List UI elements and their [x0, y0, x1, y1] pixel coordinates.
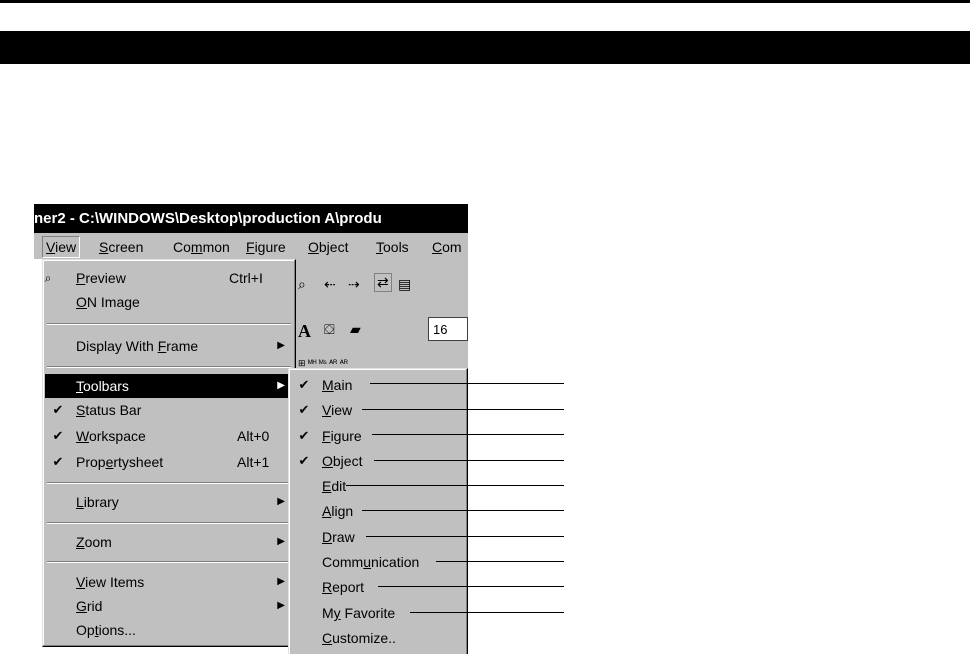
menu-item-workspace[interactable]: ✔ Workspace Alt+0 — [45, 424, 293, 448]
menu-tools[interactable]: Tools — [376, 239, 409, 255]
top-rule — [0, 0, 970, 3]
menu-item-view-items[interactable]: View Items ▶ — [45, 570, 293, 594]
separator — [47, 366, 291, 368]
preview-icon[interactable]: ⌕ — [298, 276, 306, 292]
view-menu — [42, 259, 296, 647]
menu-item-preview[interactable]: ⌕ Preview Ctrl+I — [45, 266, 293, 290]
checkmark-icon: ✔ — [298, 402, 310, 417]
menu-screen[interactable]: Screen — [99, 239, 144, 255]
callout-line-align — [362, 510, 564, 511]
font-size-combo[interactable]: 16 — [428, 317, 468, 341]
arrow-left-icon[interactable]: ⇠ — [324, 276, 336, 292]
checkmark-icon: ✔ — [298, 377, 310, 392]
toolbar-area — [292, 259, 468, 379]
toolbar-row3-icons: ⊞ ᴹᴴ ᴹˢ ᴬᴿ ᴬᴿ — [298, 358, 348, 368]
submenu-item-communication[interactable]: Communication — [322, 554, 420, 570]
menu-item-status-bar[interactable]: ✔ Status Bar — [45, 398, 293, 422]
checkmark-icon: ✔ — [298, 428, 310, 443]
submenu-item-align[interactable]: Align — [322, 503, 354, 519]
menu-item-options[interactable]: Options... — [76, 622, 136, 638]
menu-figure[interactable]: Figure — [246, 239, 286, 255]
window-title: ner2 - C:\WINDOWS\Desktop\production A\produ — [34, 204, 468, 233]
submenu-item-edit[interactable]: Edit — [322, 478, 347, 494]
callout-line-main — [370, 383, 564, 384]
separator — [47, 323, 291, 325]
separator — [47, 561, 291, 563]
menu-common[interactable]: Common — [173, 239, 230, 255]
separator — [47, 482, 291, 484]
callout-line-view — [362, 409, 564, 410]
menu-object[interactable]: Object — [308, 239, 349, 255]
arrow-right-icon[interactable]: ⇢ — [348, 276, 360, 292]
menu-item-display-with-frame[interactable]: Display With Frame ▶ — [45, 334, 293, 358]
submenu-item-report[interactable]: Report — [322, 579, 365, 595]
callout-line-draw — [366, 536, 564, 537]
menu-item-propertysheet[interactable]: ✔ Propertysheet Alt+1 — [45, 450, 293, 474]
submenu-arrow-icon: ▶ — [277, 496, 285, 507]
menu-item-zoom[interactable]: Zoom ▶ — [45, 530, 293, 554]
menu-com[interactable]: Com — [432, 239, 462, 255]
list-view-icon[interactable]: ▤ — [398, 276, 412, 292]
text-tool-icon[interactable]: A — [298, 321, 311, 341]
header-bar — [0, 31, 970, 64]
submenu-item-view[interactable]: ✔ View — [291, 398, 465, 422]
submenu-arrow-icon: ▶ — [277, 340, 285, 351]
menu-item-toolbars[interactable]: Toolbars ▶ — [45, 374, 293, 398]
preview-icon: ⌕ — [44, 271, 52, 285]
submenu-arrow-icon: ▶ — [277, 600, 285, 611]
callout-line-edit — [346, 485, 564, 486]
callout-line-communication — [436, 561, 564, 562]
menu-item-library[interactable]: Library ▶ — [45, 490, 293, 514]
submenu-item-customize[interactable]: Customize.. — [322, 630, 396, 646]
submenu-item-object[interactable]: ✔ Object — [291, 449, 465, 473]
menu-bar — [34, 233, 468, 259]
toggle-view-icon[interactable]: ⇄ — [374, 273, 392, 292]
submenu-arrow-icon: ▶ — [277, 536, 285, 547]
checkmark-icon: ✔ — [52, 428, 64, 443]
separator — [47, 522, 291, 524]
submenu-item-main[interactable]: ✔ Main — [291, 373, 465, 397]
submenu-arrow-icon: ▶ — [277, 380, 285, 391]
checkmark-icon: ✔ — [298, 453, 310, 468]
checkmark-icon: ✔ — [52, 402, 64, 417]
menu-item-grid[interactable]: Grid ▶ — [45, 594, 293, 618]
callout-line-object — [374, 460, 564, 461]
submenu-item-figure[interactable]: ✔ Figure — [291, 424, 465, 448]
image-icon[interactable]: ▰ — [350, 321, 361, 337]
menu-view[interactable]: View — [42, 236, 80, 258]
submenu-item-my-favorite[interactable]: My Favorite — [322, 605, 396, 621]
checkmark-icon: ✔ — [52, 454, 64, 469]
callout-line-figure — [372, 434, 564, 435]
callout-line-report — [378, 586, 564, 587]
menu-item-on-image[interactable]: ON Image — [76, 294, 140, 310]
submenu-arrow-icon: ▶ — [277, 576, 285, 587]
callout-line-my-favorite — [410, 612, 564, 613]
paint-bucket-icon[interactable]: ⛋ — [324, 321, 335, 337]
submenu-item-draw[interactable]: Draw — [322, 529, 355, 545]
